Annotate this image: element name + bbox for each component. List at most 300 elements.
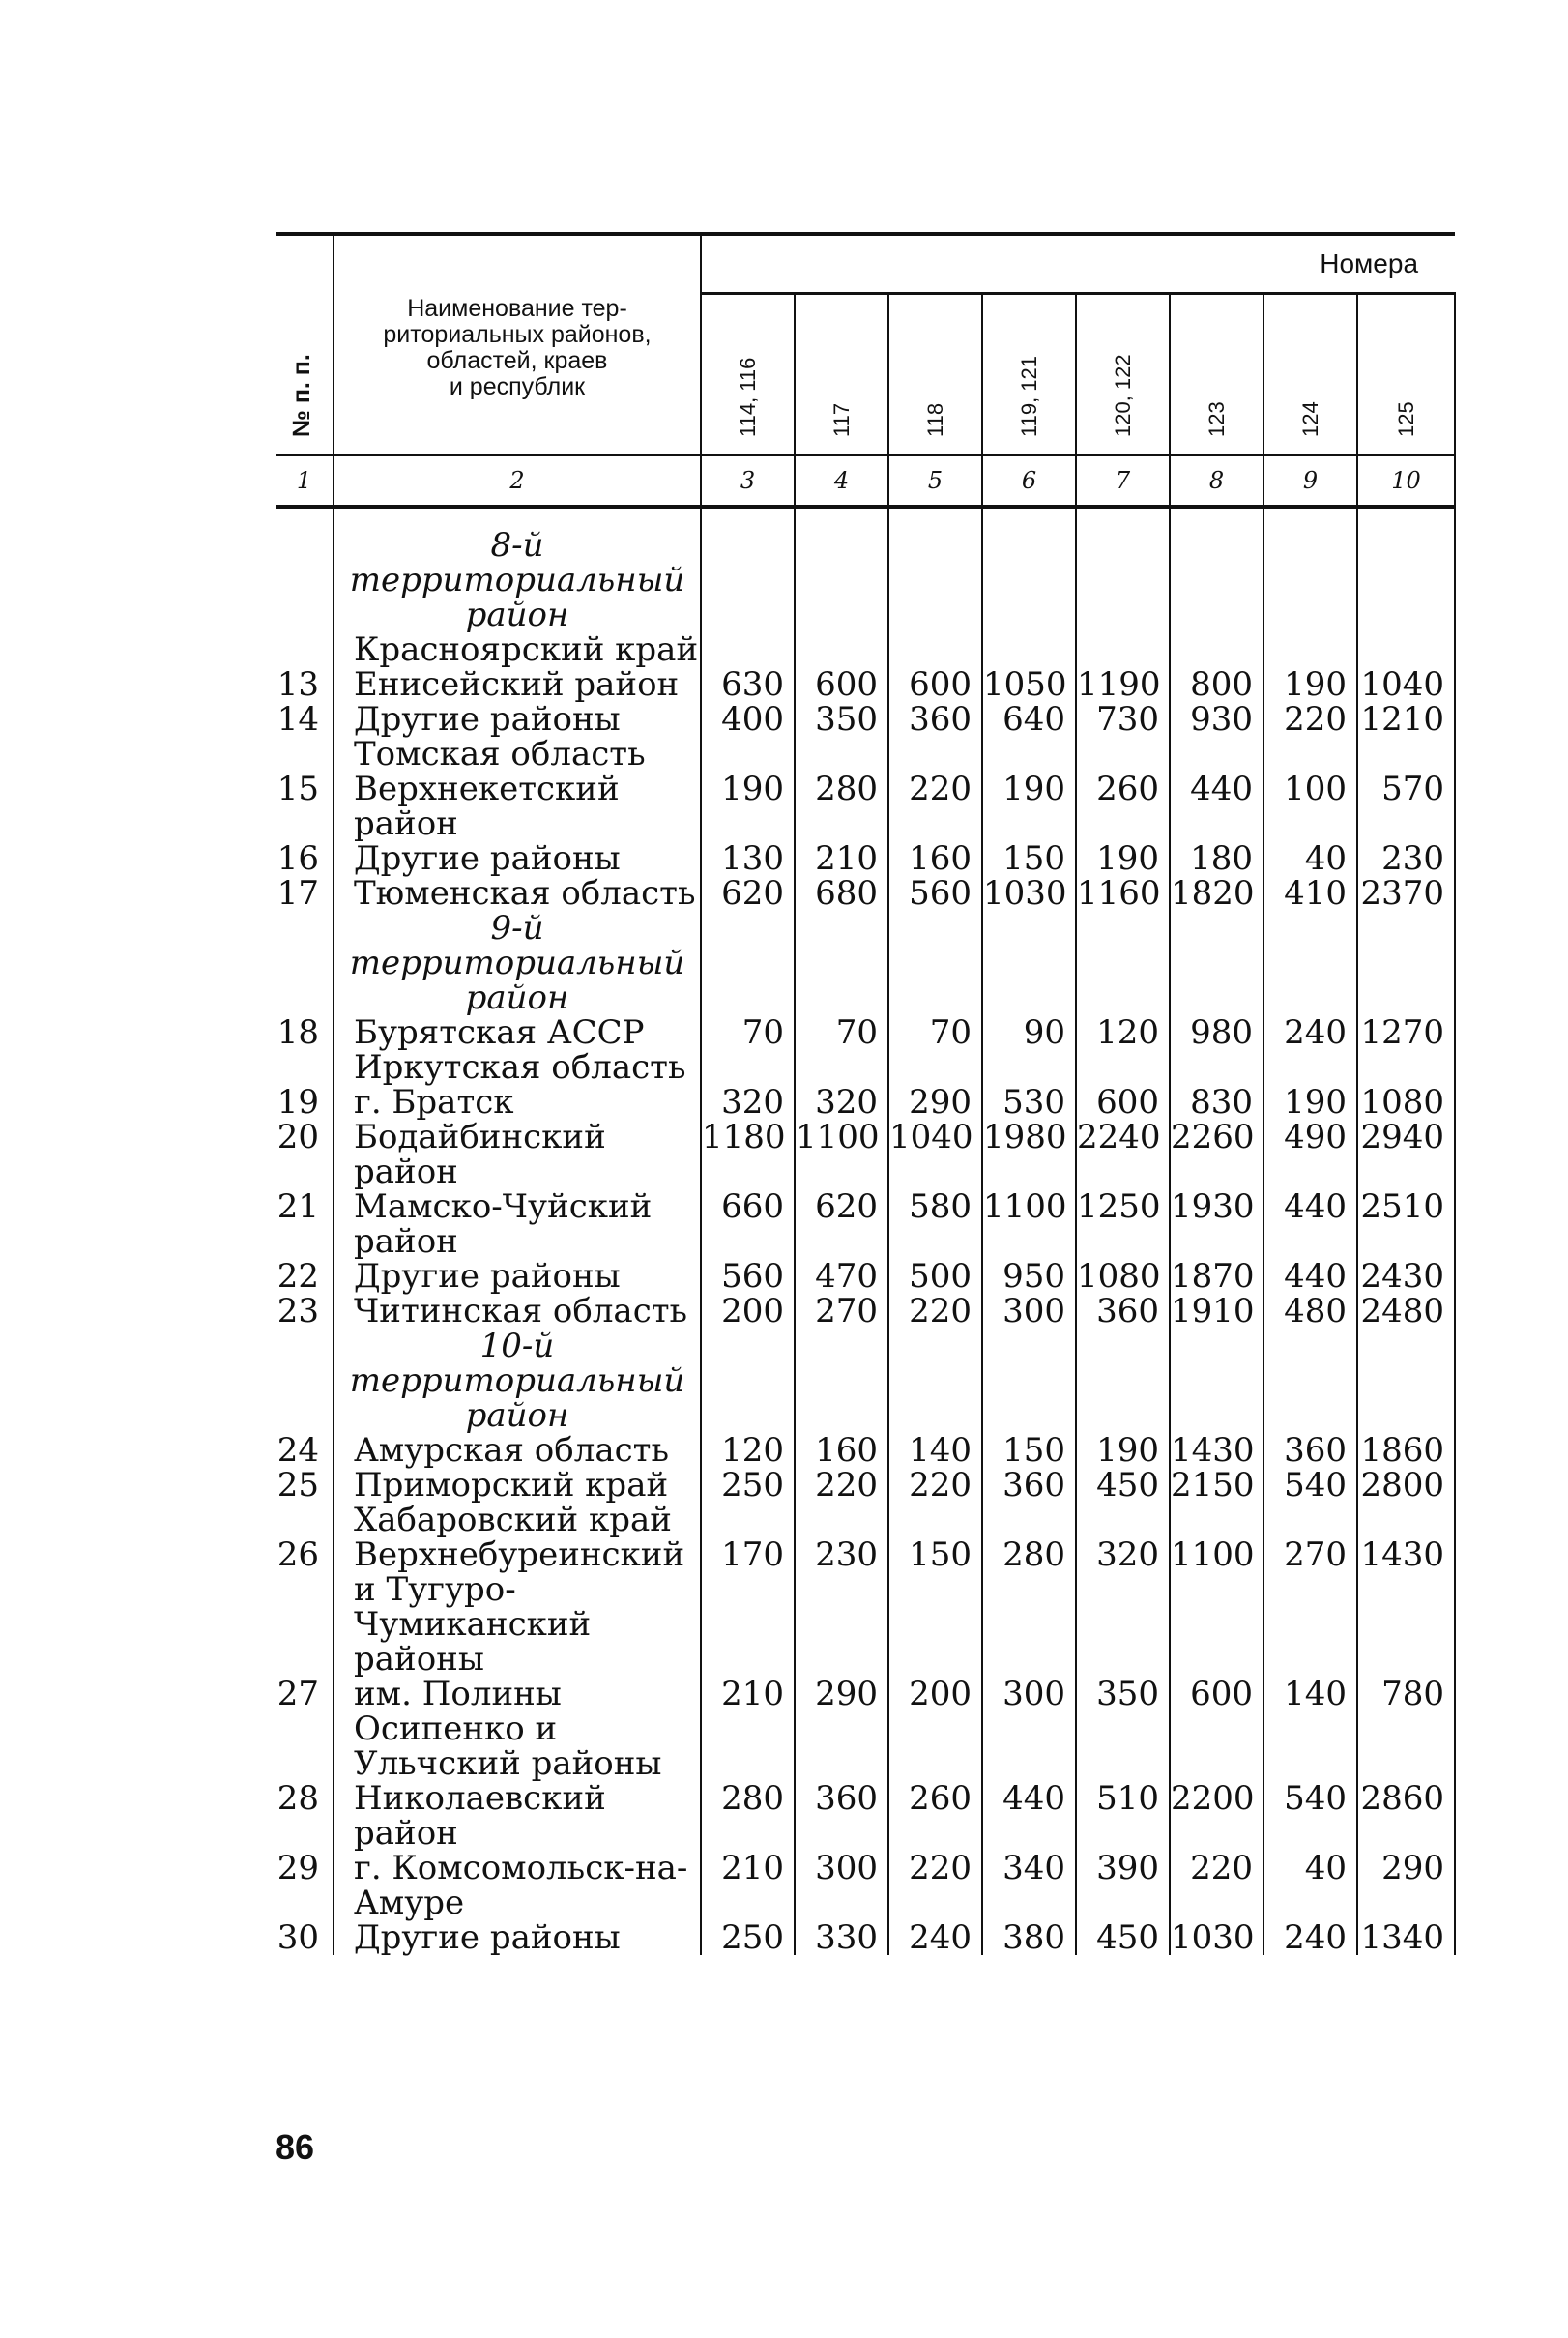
value-cell: 780 <box>1357 1677 1455 1781</box>
table-row <box>276 1781 1455 1851</box>
value-cell: 1190 <box>1076 667 1170 702</box>
row-name: Верхнекетский район <box>334 772 701 841</box>
row-number: 17 <box>276 874 319 913</box>
value-cell <box>982 1503 1076 1537</box>
value-cell <box>1357 1329 1455 1433</box>
value-cell <box>1076 737 1170 772</box>
value-cell: 1180 <box>701 1120 795 1189</box>
index-cell-3: 3 <box>701 455 795 507</box>
value-cell: 210 <box>701 1677 795 1781</box>
value-cell: 320 <box>795 1085 888 1120</box>
value-cell: 660 <box>701 1189 795 1259</box>
header-col-name-line: риториальных районов, <box>383 321 652 348</box>
value-cell: 220 <box>795 1468 888 1503</box>
spacer-cell <box>888 507 982 528</box>
value-cell <box>982 1329 1076 1433</box>
value-cell <box>888 632 982 667</box>
value-cell: 580 <box>888 1189 982 1259</box>
value-cell: 290 <box>795 1677 888 1781</box>
value-cell: 150 <box>888 1537 982 1677</box>
value-cell: 560 <box>888 876 982 911</box>
value-cell: 350 <box>1076 1677 1170 1781</box>
value-cell <box>701 1050 795 1085</box>
value-cell: 210 <box>701 1851 795 1920</box>
value-cell <box>795 737 888 772</box>
value-cell: 2240 <box>1076 1120 1170 1189</box>
value-cell: 980 <box>1170 1015 1263 1050</box>
table-page <box>276 232 1455 1955</box>
value-cell: 1870 <box>1170 1259 1263 1294</box>
header-col-name-line: и республик <box>449 373 586 400</box>
spacer-cell <box>1076 507 1170 528</box>
value-cell: 190 <box>982 772 1076 841</box>
value-cell: 150 <box>982 1433 1076 1468</box>
value-cell: 1040 <box>888 1120 982 1189</box>
header-col-num-label: № п. п. <box>288 354 315 437</box>
header-code-label: 120, 122 <box>1110 354 1135 437</box>
value-cell: 280 <box>982 1537 1076 1677</box>
value-cell <box>1263 1050 1357 1085</box>
value-cell: 530 <box>982 1085 1076 1120</box>
value-cell: 1040 <box>1357 667 1455 702</box>
value-cell: 1910 <box>1170 1294 1263 1329</box>
value-cell: 2370 <box>1357 876 1455 911</box>
value-cell <box>1263 911 1357 1015</box>
value-cell: 330 <box>795 1920 888 1955</box>
row-number <box>276 911 334 1015</box>
value-cell: 620 <box>795 1189 888 1259</box>
value-cell <box>1170 632 1263 667</box>
row-name: Другие районы <box>334 841 701 876</box>
table-row <box>276 1537 1455 1677</box>
value-cell: 2940 <box>1357 1120 1455 1189</box>
row-number: 13 <box>276 665 319 704</box>
value-cell: 1210 <box>1357 702 1455 737</box>
value-cell <box>1076 1050 1170 1085</box>
index-cell-10: 10 <box>1357 455 1455 507</box>
value-cell <box>1357 1050 1455 1085</box>
value-cell: 190 <box>1076 1433 1170 1468</box>
value-cell: 2430 <box>1357 1259 1455 1294</box>
row-name: Другие районы <box>334 1259 701 1294</box>
table-row <box>276 667 1455 702</box>
value-cell <box>701 528 795 632</box>
value-cell <box>1263 528 1357 632</box>
value-cell: 450 <box>1076 1468 1170 1503</box>
header-code-3 <box>888 294 982 456</box>
row-name: Приморский край <box>334 1468 701 1503</box>
value-cell: 140 <box>1263 1677 1357 1781</box>
table-header <box>276 234 1455 507</box>
value-cell: 1050 <box>982 667 1076 702</box>
value-cell: 240 <box>1263 1920 1357 1955</box>
value-cell <box>1170 1329 1263 1433</box>
header-code-label: 123 <box>1204 401 1229 437</box>
value-cell: 100 <box>1263 772 1357 841</box>
value-cell: 90 <box>982 1015 1076 1050</box>
index-cell-9: 9 <box>1263 455 1357 507</box>
value-cell <box>795 632 888 667</box>
value-cell: 190 <box>1076 841 1170 876</box>
row-number <box>276 1050 334 1085</box>
value-cell: 200 <box>701 1294 795 1329</box>
value-cell: 220 <box>1263 702 1357 737</box>
value-cell: 250 <box>701 1920 795 1955</box>
spacer-cell <box>1263 507 1357 528</box>
table-row <box>276 702 1455 737</box>
row-name: Читинская область <box>334 1294 701 1329</box>
value-cell: 500 <box>888 1259 982 1294</box>
value-cell: 640 <box>982 702 1076 737</box>
value-cell: 320 <box>701 1085 795 1120</box>
row-number: 20 <box>276 1118 319 1156</box>
value-cell: 230 <box>795 1537 888 1677</box>
value-cell: 70 <box>701 1015 795 1050</box>
value-cell: 160 <box>795 1433 888 1468</box>
value-cell <box>701 1503 795 1537</box>
value-cell: 830 <box>1170 1085 1263 1120</box>
value-cell: 470 <box>795 1259 888 1294</box>
value-cell <box>1263 737 1357 772</box>
value-cell: 380 <box>982 1920 1076 1955</box>
value-cell: 1930 <box>1170 1189 1263 1259</box>
header-code-5 <box>1076 294 1170 456</box>
value-cell: 600 <box>1170 1677 1263 1781</box>
value-cell <box>1076 632 1170 667</box>
value-cell <box>1076 528 1170 632</box>
value-cell: 390 <box>1076 1851 1170 1920</box>
row-name: Красноярский край <box>334 632 701 667</box>
value-cell <box>1170 911 1263 1015</box>
row-number: 28 <box>276 1779 319 1818</box>
value-cell: 180 <box>1170 841 1263 876</box>
value-cell <box>1357 632 1455 667</box>
header-code-7 <box>1263 294 1357 456</box>
value-cell: 170 <box>701 1537 795 1677</box>
value-cell: 250 <box>701 1468 795 1503</box>
value-cell <box>701 737 795 772</box>
row-number <box>276 1503 334 1537</box>
spacer-cell <box>1357 507 1455 528</box>
row-name: Верхнебуреинский и Тугуро-Чумиканский районы <box>334 1537 701 1677</box>
index-cell-4: 4 <box>795 455 888 507</box>
value-cell: 560 <box>701 1259 795 1294</box>
index-cell-6: 6 <box>982 455 1076 507</box>
value-cell: 290 <box>1357 1851 1455 1920</box>
index-cell-2: 2 <box>334 455 701 507</box>
value-cell: 260 <box>888 1781 982 1851</box>
value-cell: 1100 <box>1170 1537 1263 1677</box>
table-row <box>276 1677 1455 1781</box>
value-cell <box>1170 737 1263 772</box>
value-cell <box>1357 737 1455 772</box>
value-cell: 160 <box>888 841 982 876</box>
value-cell <box>701 632 795 667</box>
value-cell <box>982 1050 1076 1085</box>
value-cell: 1980 <box>982 1120 1076 1189</box>
table-row <box>276 1468 1455 1503</box>
value-cell: 1100 <box>982 1189 1076 1259</box>
row-number: 14 <box>276 700 319 739</box>
value-cell: 600 <box>888 667 982 702</box>
row-name: г. Братск <box>334 1085 701 1120</box>
value-cell: 930 <box>1170 702 1263 737</box>
value-cell: 440 <box>1263 1189 1357 1259</box>
value-cell <box>982 632 1076 667</box>
table-row <box>276 1259 1455 1294</box>
value-cell: 300 <box>982 1294 1076 1329</box>
value-cell: 270 <box>1263 1537 1357 1677</box>
value-cell: 280 <box>795 772 888 841</box>
row-number: 26 <box>276 1535 319 1574</box>
section-heading: 10-й территориальный район <box>334 1329 701 1433</box>
row-number: 30 <box>276 1918 319 1957</box>
value-cell <box>1263 1503 1357 1537</box>
value-cell: 220 <box>888 1468 982 1503</box>
value-cell <box>1170 1050 1263 1085</box>
value-cell: 360 <box>982 1468 1076 1503</box>
value-cell: 2260 <box>1170 1120 1263 1189</box>
table-row <box>276 876 1455 911</box>
value-cell: 40 <box>1263 1851 1357 1920</box>
value-cell: 680 <box>795 876 888 911</box>
value-cell <box>795 911 888 1015</box>
value-cell: 260 <box>1076 772 1170 841</box>
row-name: Бурятская АССР <box>334 1015 701 1050</box>
value-cell: 140 <box>888 1433 982 1468</box>
value-cell: 120 <box>701 1433 795 1468</box>
header-code-label: 117 <box>828 402 854 437</box>
value-cell <box>888 1050 982 1085</box>
spacer-cell <box>334 507 701 528</box>
value-cell: 220 <box>888 1294 982 1329</box>
value-cell: 1430 <box>1357 1537 1455 1677</box>
value-cell: 1860 <box>1357 1433 1455 1468</box>
header-code-label: 114, 116 <box>735 357 760 437</box>
row-number: 18 <box>276 1013 319 1052</box>
value-cell: 120 <box>1076 1015 1170 1050</box>
index-cell-1: 1 <box>276 455 334 507</box>
header-code-2 <box>795 294 888 456</box>
row-number <box>276 632 334 667</box>
value-cell <box>1357 911 1455 1015</box>
value-cell: 360 <box>1263 1433 1357 1468</box>
row-number: 15 <box>276 770 319 808</box>
row-number <box>276 737 334 772</box>
table-row <box>276 1920 1455 1955</box>
index-cell-7: 7 <box>1076 455 1170 507</box>
section-heading-row <box>276 528 1455 632</box>
table-row <box>276 841 1455 876</box>
header-code-4 <box>982 294 1076 456</box>
row-number: 25 <box>276 1466 319 1505</box>
value-cell <box>701 911 795 1015</box>
value-cell: 220 <box>1170 1851 1263 1920</box>
table-body <box>276 507 1455 1955</box>
value-cell: 190 <box>701 772 795 841</box>
value-cell: 1270 <box>1357 1015 1455 1050</box>
value-cell <box>795 1329 888 1433</box>
table-row <box>276 1120 1455 1189</box>
value-cell: 210 <box>795 841 888 876</box>
section-heading: 9-й территориальный район <box>334 911 701 1015</box>
value-cell: 1160 <box>1076 876 1170 911</box>
table-row <box>276 1050 1455 1085</box>
page-number: 86 <box>276 2127 315 2167</box>
row-number: 21 <box>276 1187 319 1226</box>
table-row <box>276 1503 1455 1537</box>
value-cell: 240 <box>1263 1015 1357 1050</box>
value-cell: 630 <box>701 667 795 702</box>
row-number: 22 <box>276 1257 319 1296</box>
value-cell: 730 <box>1076 702 1170 737</box>
table-row <box>276 1189 1455 1259</box>
value-cell <box>888 1329 982 1433</box>
value-cell: 200 <box>888 1677 982 1781</box>
table-row <box>276 1851 1455 1920</box>
row-name: им. Полины Осипенко и Ульчский районы <box>334 1677 701 1781</box>
value-cell: 70 <box>795 1015 888 1050</box>
value-cell: 1100 <box>795 1120 888 1189</box>
row-number: 16 <box>276 839 319 878</box>
value-cell <box>888 737 982 772</box>
value-cell: 1340 <box>1357 1920 1455 1955</box>
value-cell: 600 <box>795 667 888 702</box>
header-code-label: 125 <box>1393 401 1418 437</box>
data-table <box>276 232 1456 1955</box>
value-cell: 300 <box>795 1851 888 1920</box>
value-cell: 440 <box>982 1781 1076 1851</box>
table-row <box>276 1294 1455 1329</box>
value-cell: 40 <box>1263 841 1357 876</box>
header-code-label: 119, 121 <box>1016 355 1041 437</box>
header-col-num <box>276 234 334 455</box>
value-cell: 490 <box>1263 1120 1357 1189</box>
header-group-title: Номера <box>701 234 1455 294</box>
row-name: Бодайбинский район <box>334 1120 701 1189</box>
value-cell: 290 <box>888 1085 982 1120</box>
header-code-label: 118 <box>922 402 947 437</box>
value-cell: 130 <box>701 841 795 876</box>
value-cell: 440 <box>1263 1259 1357 1294</box>
value-cell <box>888 911 982 1015</box>
table-row <box>276 1433 1455 1468</box>
spacer-cell <box>982 507 1076 528</box>
value-cell: 540 <box>1263 1468 1357 1503</box>
value-cell <box>1076 1503 1170 1537</box>
index-cell-8: 8 <box>1170 455 1263 507</box>
row-name: Енисейский район <box>334 667 701 702</box>
value-cell <box>888 1503 982 1537</box>
table-row <box>276 1085 1455 1120</box>
row-number <box>276 528 334 632</box>
value-cell <box>982 528 1076 632</box>
spacer-cell <box>795 507 888 528</box>
row-name: Другие районы <box>334 1920 701 1955</box>
value-cell: 2480 <box>1357 1294 1455 1329</box>
value-cell: 2800 <box>1357 1468 1455 1503</box>
value-cell: 450 <box>1076 1920 1170 1955</box>
value-cell: 2150 <box>1170 1468 1263 1503</box>
value-cell: 1080 <box>1076 1259 1170 1294</box>
header-code-1 <box>701 294 795 456</box>
value-cell: 2860 <box>1357 1781 1455 1851</box>
value-cell: 350 <box>795 702 888 737</box>
value-cell: 1250 <box>1076 1189 1170 1259</box>
value-cell: 540 <box>1263 1781 1357 1851</box>
value-cell: 190 <box>1263 667 1357 702</box>
header-col-name-line: Наименование тер- <box>407 295 627 322</box>
value-cell <box>795 528 888 632</box>
header-code-8 <box>1357 294 1455 456</box>
value-cell: 480 <box>1263 1294 1357 1329</box>
row-name: Другие районы <box>334 702 701 737</box>
value-cell: 410 <box>1263 876 1357 911</box>
value-cell: 70 <box>888 1015 982 1050</box>
row-number: 24 <box>276 1431 319 1470</box>
value-cell: 1820 <box>1170 876 1263 911</box>
value-cell: 360 <box>888 702 982 737</box>
value-cell: 800 <box>1170 667 1263 702</box>
value-cell <box>1357 1503 1455 1537</box>
row-name: Иркутская область <box>334 1050 701 1085</box>
value-cell <box>795 1503 888 1537</box>
row-name: г. Комсомольск-на-Амуре <box>334 1851 701 1920</box>
value-cell: 400 <box>701 702 795 737</box>
row-number: 29 <box>276 1849 319 1887</box>
spacer-cell <box>1170 507 1263 528</box>
value-cell <box>1263 632 1357 667</box>
row-name: Амурская область <box>334 1433 701 1468</box>
value-cell <box>982 737 1076 772</box>
value-cell: 1030 <box>1170 1920 1263 1955</box>
value-cell: 300 <box>982 1677 1076 1781</box>
value-cell: 220 <box>888 772 982 841</box>
value-cell <box>1170 528 1263 632</box>
value-cell: 950 <box>982 1259 1076 1294</box>
table-row <box>276 632 1455 667</box>
value-cell: 510 <box>1076 1781 1170 1851</box>
header-code-6 <box>1170 294 1263 456</box>
value-cell: 240 <box>888 1920 982 1955</box>
value-cell: 230 <box>1357 841 1455 876</box>
value-cell <box>982 911 1076 1015</box>
row-name: Мамско-Чуйский район <box>334 1189 701 1259</box>
row-name: Томская область <box>334 737 701 772</box>
value-cell: 2200 <box>1170 1781 1263 1851</box>
value-cell: 320 <box>1076 1537 1170 1677</box>
value-cell: 1030 <box>982 876 1076 911</box>
value-cell: 1430 <box>1170 1433 1263 1468</box>
table-row <box>276 772 1455 841</box>
section-heading-row <box>276 1329 1455 1433</box>
value-cell: 600 <box>1076 1085 1170 1120</box>
value-cell <box>1357 528 1455 632</box>
spacer-cell <box>276 507 334 528</box>
section-heading: 8-й территориальный район <box>334 528 701 632</box>
value-cell: 270 <box>795 1294 888 1329</box>
value-cell: 150 <box>982 841 1076 876</box>
row-number: 19 <box>276 1083 319 1122</box>
value-cell <box>1076 1329 1170 1433</box>
value-cell: 360 <box>795 1781 888 1851</box>
spacer-cell <box>701 507 795 528</box>
row-name: Тюменская область <box>334 876 701 911</box>
value-cell: 190 <box>1263 1085 1357 1120</box>
value-cell <box>701 1329 795 1433</box>
row-number: 23 <box>276 1292 319 1330</box>
header-code-label: 124 <box>1297 401 1322 437</box>
